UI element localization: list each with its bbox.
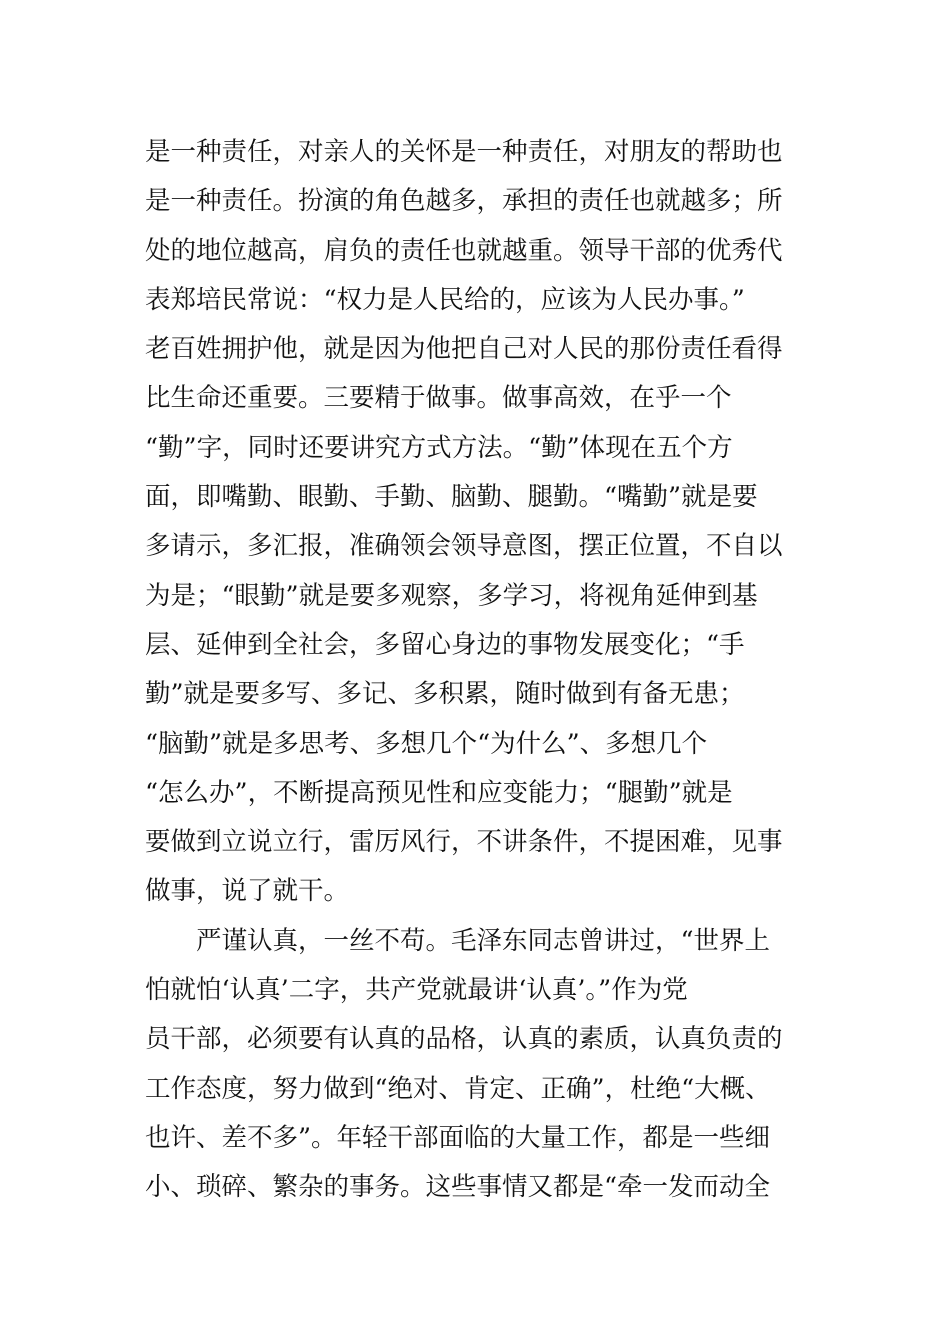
text-line: 老百姓拥护他，就是因为他把自己对人民的那份责任看得 (145, 334, 783, 365)
text-line: 也许、差不多”。年轻干部面临的大量工作，都是一些细 (145, 1122, 771, 1153)
text-line: 面，即嘴勤、眼勤、手勤、脑勤、腿勤。“嘴勤”就是要 (145, 482, 758, 513)
text-line: 是一种责任，对亲人的关怀是一种责任，对朋友的帮助也 (145, 137, 783, 167)
text-line: “脑勤”就是多思考、多想几个“为什么”、多想几个 (145, 728, 708, 759)
text-line: 是一种责任。扮演的角色越多，承担的责任也就越多；所 (145, 186, 783, 217)
body-text (145, 128, 825, 1213)
text-line: 工作态度，努力做到“绝对、肯定、正确”，杜绝“大概、 (145, 1073, 771, 1104)
text-line: “怎么办”，不断提高预见性和应变能力；“腿勤”就是 (145, 777, 733, 808)
text-line: “勤”字，同时还要讲究方式方法。“勤”体现在五个方 (145, 432, 733, 463)
text-line: 表郑培民常说：“权力是人民给的，应该为人民办事。” (145, 284, 745, 315)
text-line: 小、琐碎、繁杂的事务。这些事情又都是“牵一发而动全 (145, 1172, 771, 1203)
text-line: 处的地位越高，肩负的责任也就越重。领导干部的优秀代 (145, 235, 783, 266)
text-line: 比生命还重要。三要精于做事。做事高效，在乎一个 (145, 383, 732, 414)
text-line: 员干部，必须要有认真的品格，认真的素质，认真负责的 (145, 1024, 783, 1055)
text-line: 要做到立说立行，雷厉风行，不讲条件，不提困难，见事 (145, 827, 783, 858)
text-line: 怕就怕‘认真’二字，共产党就最讲‘认真’。”作为党 (145, 975, 688, 1006)
paragraph-start-line: 严谨认真，一丝不苟。毛泽东同志曾讲过，“世界上 (196, 925, 771, 956)
text-line: 做事，说了就干。 (145, 876, 350, 907)
text-line: 多请示，多汇报，准确领会领导意图，摆正位置，不自以 (145, 531, 783, 562)
text-line: 勤”就是要多写、多记、多积累，随时做到有备无患； (145, 679, 745, 710)
text-line: 为是；“眼勤”就是要多观察，多学习，将视角延伸到基 (145, 580, 758, 611)
text-line: 层、延伸到全社会，多留心身边的事物发展变化；“手 (145, 629, 745, 660)
